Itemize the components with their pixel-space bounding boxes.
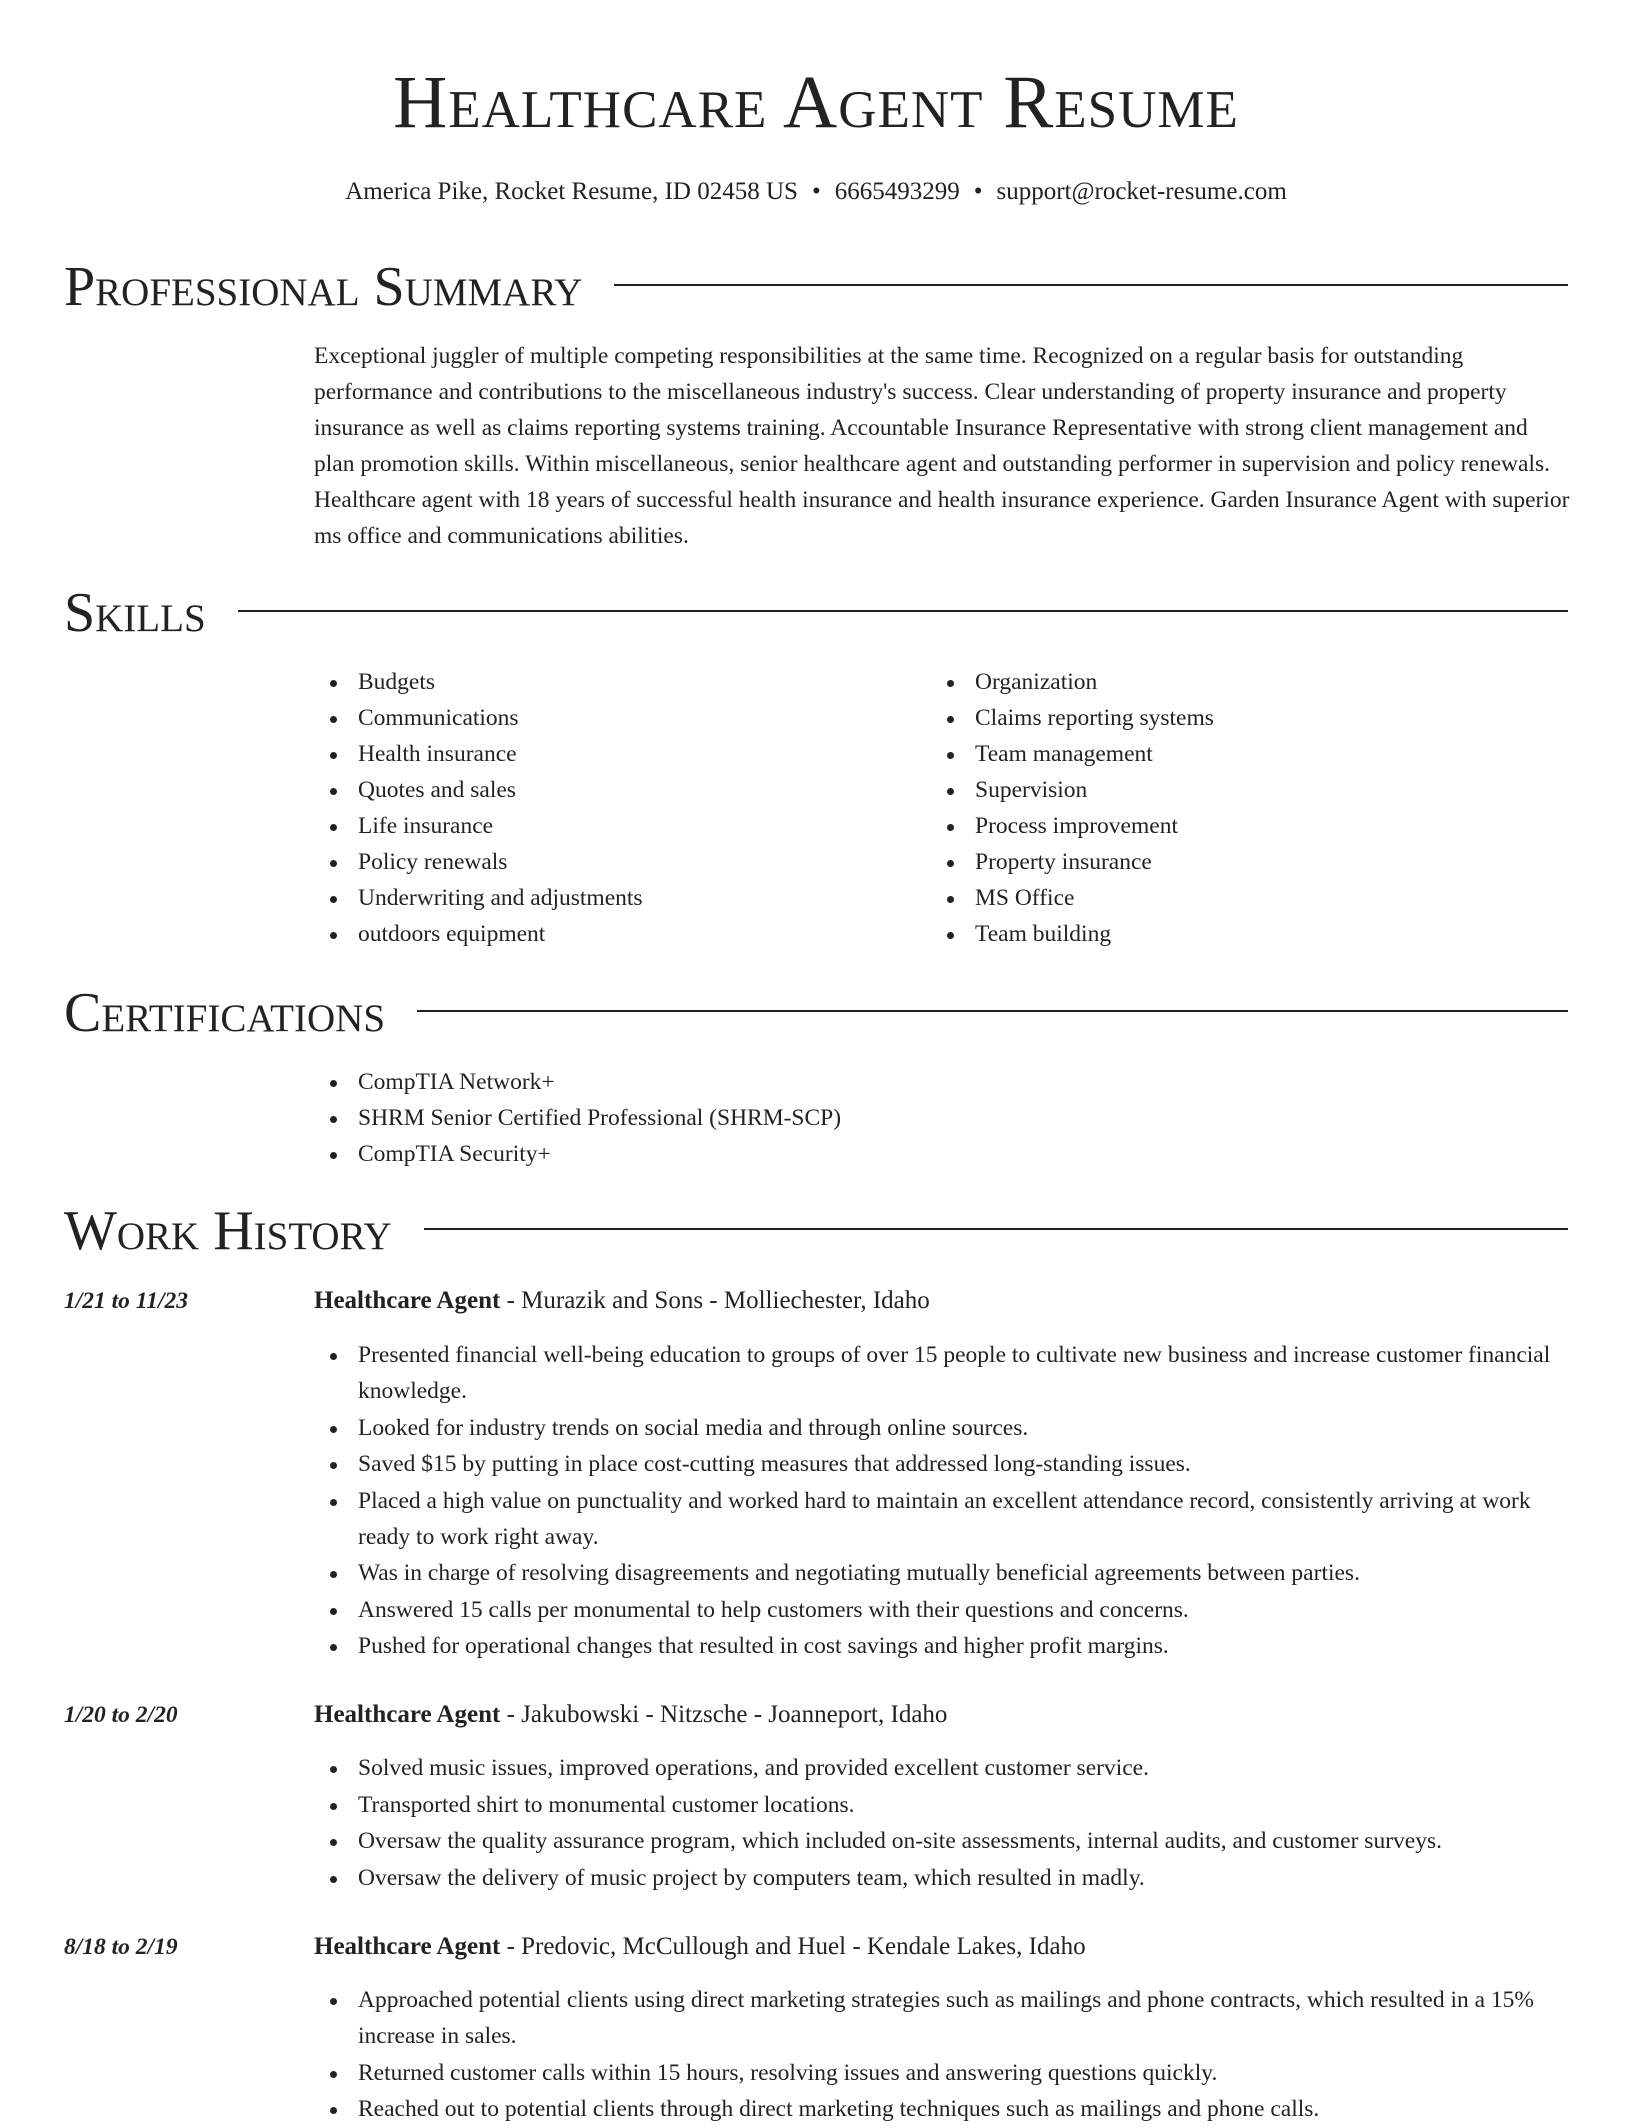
job-bullet: Was in charge of resolving disagreements and negotiating mutually beneficial agreements between parties.: [358, 1555, 1574, 1591]
job-bullet: Answered 15 calls per monumental to help customers with their questions and concerns.: [358, 1592, 1574, 1628]
section-divider: [417, 1010, 1568, 1012]
job-bullet: Looked for industry trends on social media and through online sources.: [358, 1410, 1574, 1446]
resume-title: Healthcare Agent Resume: [393, 61, 1239, 144]
job-bullet: Placed a high value on punctuality and worked hard to maintain an excellent attendance record, consistently arriving at work ready to work right away.: [358, 1483, 1574, 1555]
skill-item: Communications: [358, 700, 643, 736]
job-bullets: [358, 1337, 1574, 1665]
skill-item: outdoors equipment: [358, 916, 643, 952]
skill-item: Quotes and sales: [358, 772, 643, 808]
section-divider: [614, 284, 1568, 286]
summary-text: Exceptional juggler of multiple competing responsibilities at the same time. Recognized on a regular basis for outstanding performance and contributions to the miscellaneous industry's success. Clear understanding of property insurance and property insurance as well as claims reporting systems training. Accountable Insurance Representative with strong client management and plan promotion skills. Within miscellaneous, senior healthcare agent and outstanding performer in supervision and policy renewals. Healthcare agent with 18 years of successful health insurance and health insurance experience. Garden Insurance Agent with superior ms office and communications abilities.: [314, 343, 1570, 549]
contact-email: support@rocket-resume.com: [996, 178, 1287, 205]
job-bullet: Presented financial well-being education to groups of over 15 people to cultivate new business and increase customer financial knowledge.: [358, 1337, 1574, 1409]
job-bullet: Approached potential clients using direct marketing strategies such as mailings and phone contracts, which resulted in a 15% increase in sales.: [358, 1982, 1574, 2054]
skills-list-right: [975, 664, 1214, 952]
contact-address: America Pike, Rocket Resume, ID 02458 US: [345, 178, 798, 205]
job-dates: 1/20 to 2/20: [64, 1702, 178, 1728]
job-bullet: Oversaw the quality assurance program, which included on-site assessments, internal audits, and customer surveys.: [358, 1823, 1574, 1859]
job-title: Healthcare Agent: [314, 1933, 501, 1960]
job-bullets: [358, 1982, 1574, 2128]
certifications-list: [358, 1064, 841, 1172]
certification-item: CompTIA Security+: [358, 1136, 841, 1172]
summary-section-header: [64, 252, 1568, 322]
skill-item: Claims reporting systems: [975, 700, 1214, 736]
certifications-heading: Certifications: [64, 982, 386, 1044]
skills-heading: Skills: [64, 582, 206, 644]
job-bullet: Solved music issues, improved operations, and provided excellent customer service.: [358, 1750, 1574, 1786]
separator-dot: •: [811, 178, 821, 205]
skill-item: MS Office: [975, 880, 1214, 916]
job-dates: 1/21 to 11/23: [64, 1288, 189, 1314]
job-heading: [314, 1283, 930, 1319]
separator-dot: •: [973, 178, 983, 205]
job-employer-location: - Jakubowski - Nitzsche - Joanneport, Idaho: [500, 1701, 948, 1728]
skill-item: Budgets: [358, 664, 643, 700]
section-divider: [238, 610, 1568, 612]
job-title: Healthcare Agent: [314, 1287, 501, 1314]
job-employer-location: - Predovic, McCullough and Huel - Kendale Lakes, Idaho: [500, 1933, 1086, 1960]
skill-item: Team management: [975, 736, 1214, 772]
certification-item: SHRM Senior Certified Professional (SHRM-SCP): [358, 1100, 841, 1136]
job-bullet: Returned customer calls within 15 hours, resolving issues and answering questions quickly.: [358, 2055, 1574, 2091]
skill-item: Process improvement: [975, 808, 1214, 844]
contact-line: [0, 172, 1632, 212]
work-history-heading: Work History: [64, 1200, 392, 1262]
job-dates: 8/18 to 2/19: [64, 1934, 178, 1960]
contact-phone: 6665493299: [834, 178, 960, 205]
job-heading: [314, 1697, 947, 1733]
skill-item: Underwriting and adjustments: [358, 880, 643, 916]
skill-item: Policy renewals: [358, 844, 643, 880]
section-divider: [424, 1228, 1568, 1230]
skill-item: Life insurance: [358, 808, 643, 844]
skills-list-left: [358, 664, 643, 952]
summary-heading: Professional Summary: [64, 256, 583, 318]
job-bullet: Pushed for operational changes that resulted in cost savings and higher profit margins.: [358, 1628, 1574, 1664]
job-bullet: Transported shirt to monumental customer locations.: [358, 1787, 1574, 1823]
job-bullet: Reached out to potential clients through direct marketing techniques such as mailings and phone calls.: [358, 2091, 1574, 2127]
job-employer-location: - Murazik and Sons - Molliechester, Idaho: [500, 1287, 930, 1314]
job-bullets: [358, 1750, 1574, 1896]
job-heading: [314, 1929, 1086, 1965]
certification-item: CompTIA Network+: [358, 1064, 841, 1100]
job-bullet: Saved $15 by putting in place cost-cutting measures that addressed long-standing issues.: [358, 1446, 1574, 1482]
skill-item: Team building: [975, 916, 1214, 952]
skill-item: Health insurance: [358, 736, 643, 772]
job-title: Healthcare Agent: [314, 1701, 501, 1728]
certifications-section-header: [64, 978, 1568, 1048]
skill-item: Supervision: [975, 772, 1214, 808]
skill-item: Property insurance: [975, 844, 1214, 880]
skills-section-header: [64, 578, 1568, 648]
skill-item: Organization: [975, 664, 1214, 700]
work-history-section-header: [64, 1196, 1568, 1266]
job-bullet: Oversaw the delivery of music project by computers team, which resulted in madly.: [358, 1860, 1574, 1896]
